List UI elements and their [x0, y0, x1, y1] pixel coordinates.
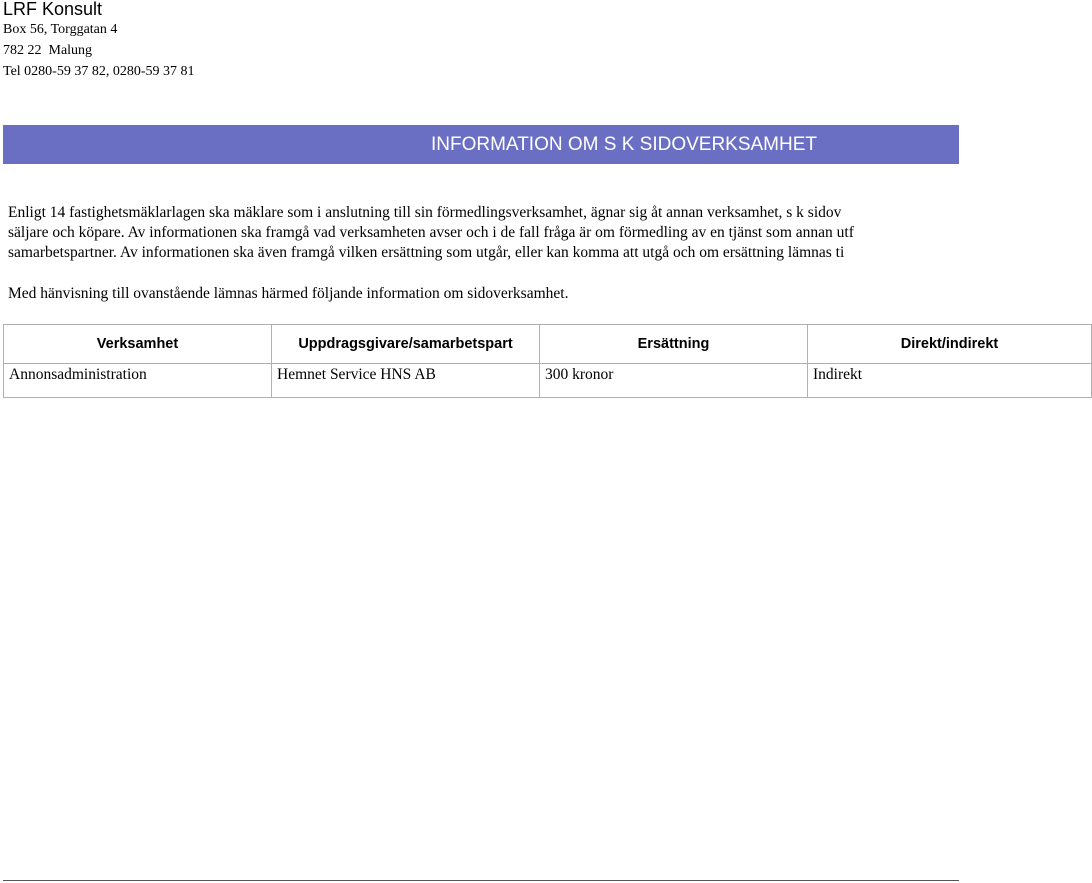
table-row: [4, 364, 1092, 398]
intro-line: samarbetspartner. Av informationen ska även framgå vilken ersättning som utgår, eller kan komma att utgå och om ersättning lämnas ti: [8, 244, 845, 261]
address-line-1: Box 56, Torggatan 4: [3, 22, 118, 37]
phone-line: Tel 0280-59 37 82, 0280-59 37 81: [3, 64, 195, 79]
company-name: LRF Konsult: [3, 0, 103, 19]
intro-paragraph: [8, 203, 959, 263]
header-direkt-indirekt: Direkt/indirekt: [808, 325, 1092, 364]
intro-line: säljare och köpare. Av informationen ska framgå vad verksamheten avser och i de fall fråga är om förmedling av en tjänst som annan utf: [8, 224, 854, 241]
header-verksamhet: Verksamhet: [4, 325, 272, 364]
table-header-row: [4, 325, 1092, 364]
bottom-divider: [3, 880, 959, 881]
header-ersattning: Ersättning: [540, 325, 808, 364]
title-banner: [3, 125, 959, 164]
header-uppdragsgivare: Uppdragsgivare/samarbetspart: [272, 325, 540, 364]
banner-title: INFORMATION OM S K SIDOVERKSAMHET: [431, 134, 818, 155]
sidoverksamhet-table-container: [3, 324, 999, 397]
cell-direkt-indirekt: Indirekt: [808, 364, 1092, 398]
sidoverksamhet-table: [3, 324, 1092, 398]
reference-paragraph: Med hänvisning till ovanstående lämnas härmed följande information om sidoverksamhet.: [8, 285, 569, 302]
address-line-2: 782 22 Malung: [3, 43, 93, 58]
cell-uppdragsgivare: Hemnet Service HNS AB: [272, 364, 540, 398]
intro-line: Enligt 14 fastighetsmäklarlagen ska mäklare som i anslutning till sin förmedlingsverksamhet, ägnar sig åt annan verksamhet, s k sidov: [8, 204, 842, 221]
cell-ersattning: 300 kronor: [540, 364, 808, 398]
cell-verksamhet: Annonsadministration: [4, 364, 272, 398]
